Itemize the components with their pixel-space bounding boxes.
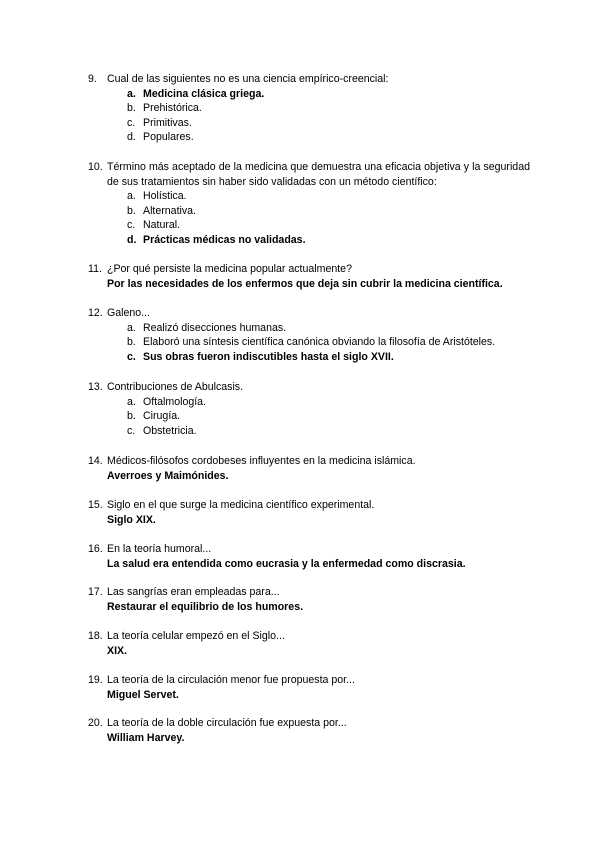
question-number: 16. bbox=[88, 543, 103, 555]
question-text: En la teoría humoral... bbox=[107, 543, 212, 555]
answer-text: Restaurar el equilibrio de los humores. bbox=[107, 600, 304, 613]
answer-text: XIX. bbox=[107, 644, 128, 657]
option-c bbox=[88, 218, 530, 233]
option-list bbox=[88, 321, 530, 365]
question-number: 12. bbox=[88, 307, 103, 319]
question-text: Siglo en el que surge la medicina científico experimental. bbox=[107, 499, 375, 511]
option-letter: b. bbox=[127, 410, 136, 423]
question-9 bbox=[88, 72, 530, 145]
option-letter: b. bbox=[127, 204, 136, 217]
option-text: Obstetricia. bbox=[143, 424, 197, 437]
option-letter: a. bbox=[127, 87, 136, 100]
option-a bbox=[88, 189, 530, 204]
answer-text: Miguel Servet. bbox=[107, 688, 179, 701]
option-d bbox=[88, 233, 530, 248]
option-letter: d. bbox=[127, 131, 136, 144]
option-c bbox=[88, 116, 530, 131]
option-letter: c. bbox=[127, 350, 136, 363]
option-text: Populares. bbox=[143, 131, 194, 144]
option-letter: c. bbox=[127, 424, 136, 437]
question-text: Las sangrías eran empleadas para... bbox=[107, 586, 280, 598]
question-10 bbox=[88, 160, 530, 248]
answer-text: Por las necesidades de los enfermos que deja sin cubrir la medicina científica. bbox=[107, 277, 503, 290]
question-13 bbox=[88, 380, 530, 438]
option-a bbox=[88, 87, 530, 102]
question-text: Contribuciones de Abulcasis. bbox=[107, 381, 244, 393]
option-a bbox=[88, 321, 530, 336]
option-a bbox=[88, 395, 530, 410]
option-text: Cirugía. bbox=[143, 410, 181, 423]
question-number: 14. bbox=[88, 455, 103, 467]
option-c bbox=[88, 350, 530, 365]
option-letter: a. bbox=[127, 321, 136, 334]
option-text: Realizó disecciones humanas. bbox=[143, 321, 287, 334]
option-letter: c. bbox=[127, 219, 136, 232]
question-15 bbox=[88, 498, 530, 527]
question-text: Término más aceptado de la medicina que demuestra una eficacia objetiva y la seguridad de sus tratamientos sin haber sido validadas con un método científico: bbox=[107, 161, 530, 188]
question-text: Médicos-filósofos cordobeses influyentes en la medicina islámica. bbox=[107, 455, 416, 467]
answer-text: Averroes y Maimónides. bbox=[107, 469, 229, 482]
option-text: Primitivas. bbox=[143, 116, 192, 129]
answer-text: William Harvey. bbox=[107, 731, 185, 744]
option-list bbox=[88, 87, 530, 145]
question-number: 11. bbox=[88, 263, 102, 275]
option-letter: a. bbox=[127, 190, 136, 203]
question-14 bbox=[88, 454, 530, 483]
option-letter: a. bbox=[127, 395, 136, 408]
option-b bbox=[88, 409, 530, 424]
option-list bbox=[88, 395, 530, 439]
option-text: Oftalmología. bbox=[143, 395, 207, 408]
option-b bbox=[88, 335, 530, 350]
question-text: ¿Por qué persiste la medicina popular actualmente? bbox=[107, 263, 352, 275]
option-b bbox=[88, 204, 530, 219]
option-text: Prácticas médicas no validadas. bbox=[143, 233, 306, 246]
question-text: La teoría de la circulación menor fue propuesta por... bbox=[107, 674, 355, 686]
option-text: Medicina clásica griega. bbox=[143, 87, 265, 100]
option-text: Sus obras fueron indiscutibles hasta el siglo XVII. bbox=[143, 350, 394, 363]
question-11 bbox=[88, 262, 530, 291]
question-text: Cual de las siguientes no es una ciencia empírico-creencial: bbox=[107, 73, 389, 85]
option-d bbox=[88, 130, 530, 145]
option-list bbox=[88, 189, 530, 247]
option-text: Prehistórica. bbox=[143, 102, 202, 115]
option-letter: c. bbox=[127, 116, 136, 129]
option-letter: d. bbox=[127, 233, 137, 246]
question-number: 19. bbox=[88, 674, 103, 686]
question-12 bbox=[88, 306, 530, 364]
option-text: Holística. bbox=[143, 190, 187, 203]
question-text: La teoría de la doble circulación fue expuesta por... bbox=[107, 717, 347, 729]
question-16 bbox=[88, 542, 530, 571]
question-number: 10. bbox=[88, 161, 103, 173]
question-number: 18. bbox=[88, 630, 103, 642]
question-number: 13. bbox=[88, 381, 103, 393]
question-number: 9. bbox=[88, 73, 97, 85]
question-20 bbox=[88, 716, 530, 745]
question-number: 17. bbox=[88, 586, 103, 598]
option-text: Alternativa. bbox=[143, 204, 196, 217]
question-number: 20. bbox=[88, 717, 103, 729]
option-text: Natural. bbox=[143, 219, 181, 232]
option-text: Elaboró una síntesis científica canónica obviando la filosofía de Aristóteles. bbox=[143, 336, 496, 349]
question-17 bbox=[88, 585, 530, 614]
question-19 bbox=[88, 673, 530, 702]
answer-text: La salud era entendida como eucrasia y la enfermedad como discrasia. bbox=[107, 557, 466, 570]
question-text: Galeno... bbox=[107, 307, 150, 319]
option-letter: b. bbox=[127, 102, 136, 115]
question-text: La teoría celular empezó en el Siglo... bbox=[107, 630, 285, 642]
option-c bbox=[88, 424, 530, 439]
question-number: 15. bbox=[88, 499, 103, 511]
answer-text: Siglo XIX. bbox=[107, 513, 156, 526]
question-18 bbox=[88, 629, 530, 658]
option-b bbox=[88, 101, 530, 116]
option-letter: b. bbox=[127, 336, 136, 349]
